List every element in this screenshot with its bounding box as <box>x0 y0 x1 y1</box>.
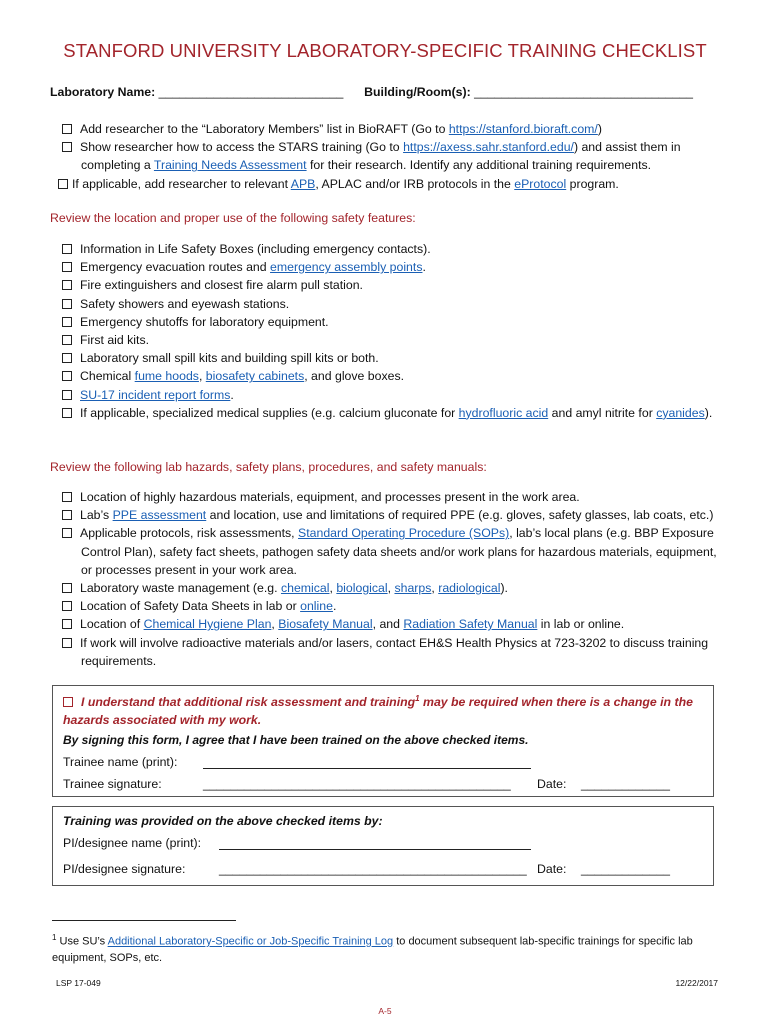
trainee-signature-row <box>63 774 703 796</box>
pi-name-field[interactable] <box>219 849 531 850</box>
list-item: Applicable protocols, risk assessments, Standard Operating Procedure (SOPs), lab’s local plans (e.g. BBP Exposure Control Plan), safety fact sheets, pathogen safety data sheets and/or work plans for hazardous materials, equipment, or processes present in your work area. <box>62 524 722 579</box>
pi-signature-box <box>52 806 714 886</box>
hazards-checklist <box>62 488 722 670</box>
bioraft-link[interactable]: https://stanford.bioraft.com/ <box>448 122 598 136</box>
list-item: Safety showers and eyewash stations. <box>62 295 722 313</box>
pi-signature-row <box>63 859 703 881</box>
pi-name-label: PI/designee name (print): <box>63 836 202 850</box>
list-item: First aid kits. <box>62 331 722 349</box>
checkbox[interactable] <box>62 583 72 593</box>
list-item: Laboratory waste management (e.g. chemical, biological, sharps, radiological). <box>62 579 722 597</box>
eprotocol-link[interactable]: eProtocol <box>514 176 567 191</box>
checkbox[interactable] <box>62 638 72 648</box>
list-item: Location of Safety Data Sheets in lab or online. <box>62 597 722 615</box>
checkbox[interactable] <box>62 408 72 418</box>
lab-name-field[interactable]: ___________________________ <box>158 85 344 99</box>
checkbox[interactable] <box>62 335 72 345</box>
apb-link[interactable]: APB <box>290 176 316 191</box>
list-item: Information in Life Safety Boxes (including emergency contacts). <box>62 240 722 258</box>
chemical-hygiene-plan-link[interactable]: Chemical Hygiene Plan <box>143 617 272 632</box>
section-heading-hazards: Review the following lab hazards, safety plans, procedures, and safety manuals: <box>50 460 487 474</box>
assembly-points-link[interactable]: emergency assembly points <box>270 260 423 275</box>
trainee-signature-label: Trainee signature: <box>63 777 162 792</box>
biosafety-manual-link[interactable]: Biosafety Manual <box>278 617 373 632</box>
pi-name-row <box>63 833 703 857</box>
checkbox[interactable] <box>62 244 72 254</box>
pi-date-field[interactable]: _____________ <box>581 862 670 876</box>
checkbox[interactable] <box>62 619 72 629</box>
axess-link[interactable]: https://axess.sahr.stanford.edu/ <box>403 140 574 155</box>
page-title: STANFORD UNIVERSITY LABORATORY-SPECIFIC TRAINING CHECKLIST <box>63 40 707 61</box>
biosafety-cabinets-link[interactable]: biosafety cabinets <box>205 369 305 384</box>
cyanides-link[interactable]: cyanides <box>656 405 705 420</box>
training-log-link[interactable]: Additional Laboratory-Specific or Job-Specific Training Log <box>107 935 394 948</box>
checkbox[interactable] <box>62 353 72 363</box>
checkbox[interactable] <box>62 262 72 272</box>
hydrofluoric-acid-link[interactable]: hydrofluoric acid <box>458 405 549 420</box>
list-item: Emergency shutoffs for laboratory equipment. <box>62 313 722 331</box>
list-item: SU-17 incident report forms. <box>62 386 722 404</box>
chemical-waste-link[interactable]: chemical <box>280 581 330 596</box>
list-item: Emergency evacuation routes and emergency assembly points. <box>62 258 722 276</box>
checkbox[interactable] <box>62 492 72 502</box>
list-item: Lab’s PPE assessment and location, use and limitations of required PPE (e.g. gloves, safety glasses, lab coats, etc.) <box>62 506 722 524</box>
list-item: Add researcher to the “Laboratory Members” list in BioRAFT (Go to https://stanford.bioraft.com/) <box>62 120 722 138</box>
form-date: 12/22/2017 <box>675 978 718 988</box>
list-item: Chemical fume hoods, biosafety cabinets, and glove boxes. <box>62 367 722 385</box>
checkbox[interactable] <box>62 124 72 134</box>
checkbox[interactable] <box>62 299 72 309</box>
ppe-assessment-link[interactable]: PPE assessment <box>112 508 207 523</box>
building-field[interactable]: ________________________________ <box>474 85 693 99</box>
trainee-name-label: Trainee name (print): <box>63 755 178 770</box>
checkbox[interactable] <box>58 179 68 189</box>
checkbox[interactable] <box>62 528 72 538</box>
trainee-date-label: Date: <box>537 777 567 792</box>
sop-link[interactable]: Standard Operating Procedure (SOPs) <box>298 526 510 541</box>
intro-checklist <box>62 120 722 193</box>
checkbox[interactable] <box>62 510 72 520</box>
pi-signature-label: PI/designee signature: <box>63 862 186 876</box>
trainee-signature-box <box>52 685 714 797</box>
footnote-divider <box>52 920 236 921</box>
pi-signature-field[interactable]: _____________________________________________ <box>219 862 527 876</box>
sharps-waste-link[interactable]: sharps <box>394 581 432 596</box>
list-item: If applicable, specialized medical supplies (e.g. calcium gluconate for hydrofluoric acid and amyl nitrite for cyanides). <box>62 404 722 422</box>
lab-name-label: Laboratory Name: <box>50 85 156 99</box>
pi-heading: Training was provided on the above checked items by: <box>63 814 383 828</box>
fume-hoods-link[interactable]: fume hoods <box>134 369 199 384</box>
checkbox[interactable] <box>62 601 72 611</box>
sds-online-link[interactable]: online <box>300 599 333 614</box>
checkbox[interactable] <box>62 317 72 327</box>
acknowledgement: I understand that additional risk assessment and training$^1$ may be required when there is a change in the hazards associated with my work. <box>63 694 693 728</box>
checkbox[interactable] <box>62 280 72 290</box>
building-label: Building/Room(s): <box>364 85 471 99</box>
acknowledgement-checkbox[interactable] <box>63 697 73 707</box>
pi-date-label: Date: <box>537 862 567 876</box>
form-id: LSP 17-049 <box>56 978 101 988</box>
checkbox[interactable] <box>62 371 72 381</box>
trainee-signature-field[interactable]: _____________________________________________ <box>203 777 511 792</box>
list-item: If applicable, add researcher to relevant APB, APLAC and/or IRB protocols in the eProtocol program. <box>58 175 722 193</box>
list-item: Location of Chemical Hygiene Plan, Biosafety Manual, and Radiation Safety Manual in lab or online. <box>62 615 722 633</box>
trainee-name-field[interactable] <box>203 768 531 769</box>
list-item: Show researcher how to access the STARS training (Go to https://axess.sahr.stanford.edu/) and assist them in completing a Training Needs Assessment for their research. Identify any additional training requirements. <box>62 138 722 174</box>
radiological-waste-link[interactable]: radiological <box>438 581 501 596</box>
trainee-name-row <box>63 752 703 774</box>
section-heading-safety-features: Review the location and proper use of the following safety features: <box>50 211 416 225</box>
list-item: Laboratory small spill kits and building spill kits or both. <box>62 349 722 367</box>
agreement-text: By signing this form, I agree that I have been trained on the above checked items. <box>63 733 529 748</box>
footnote: $^1$ Use SU’s Additional Laboratory-Specific or Job-Specific Training Log to document subsequent lab-specific trainings for specific lab equipment, SOPs, etc. <box>52 933 693 964</box>
checkbox[interactable] <box>62 142 72 152</box>
radiation-safety-manual-link[interactable]: Radiation Safety Manual <box>403 617 538 632</box>
page-number: A-5 <box>378 1006 392 1016</box>
list-item: If work will involve radioactive materials and/or lasers, contact EH&S Health Physics at 723-3202 to discuss training requirements. <box>62 634 722 670</box>
lab-info-row <box>50 85 693 99</box>
su17-forms-link[interactable]: SU-17 incident report forms <box>80 387 231 402</box>
training-needs-link[interactable]: Training Needs Assessment <box>153 158 307 173</box>
trainee-date-field[interactable]: _____________ <box>581 777 670 792</box>
list-item: Location of highly hazardous materials, equipment, and processes present in the work area. <box>62 488 722 506</box>
biological-waste-link[interactable]: biological <box>336 581 388 596</box>
checkbox[interactable] <box>62 390 72 400</box>
safety-features-checklist <box>62 240 722 422</box>
list-item: Fire extinguishers and closest fire alarm pull station. <box>62 276 722 294</box>
